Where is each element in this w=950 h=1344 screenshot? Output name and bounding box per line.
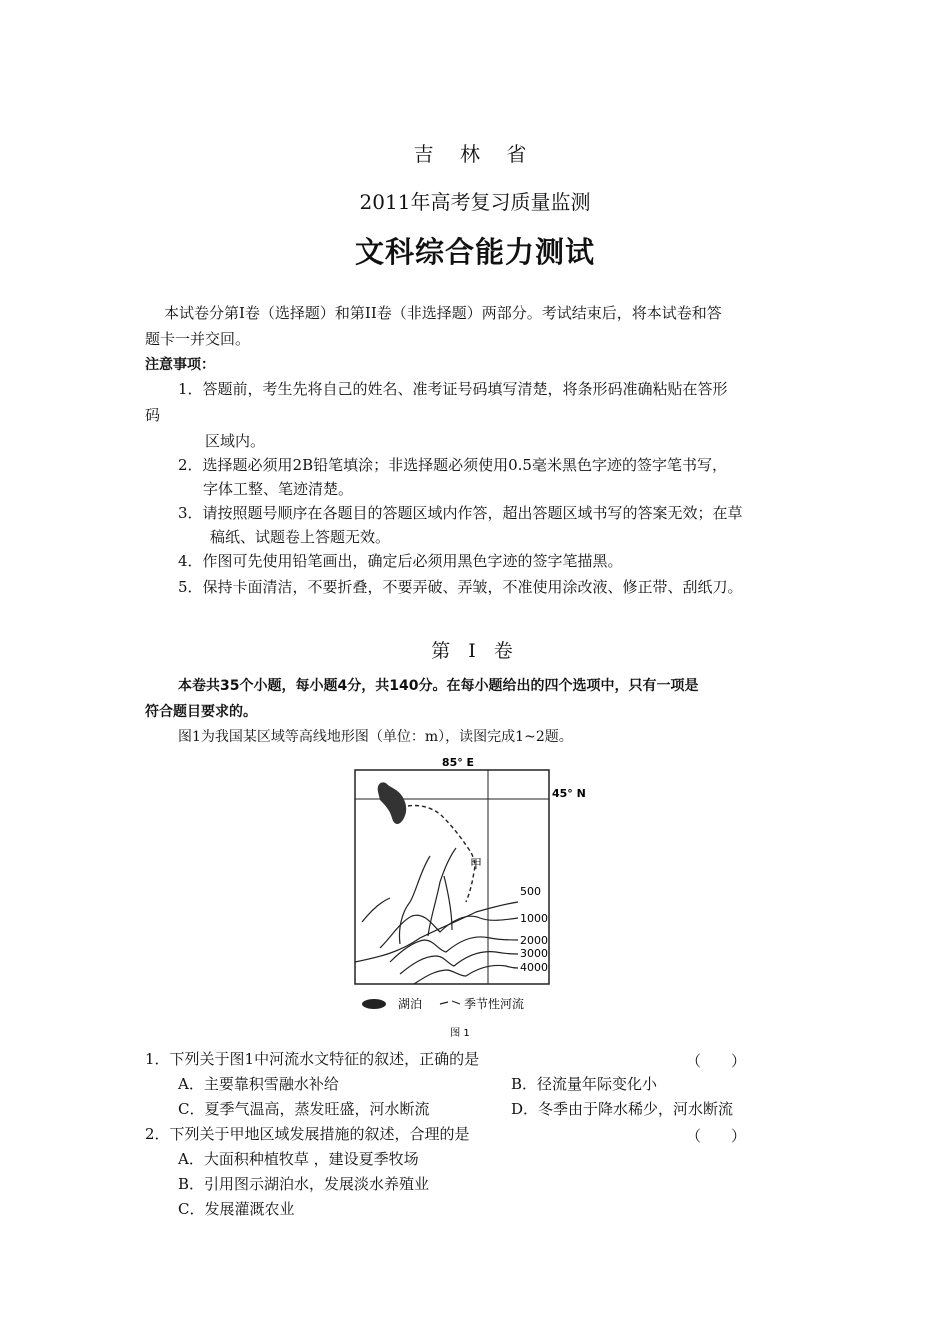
province-title: 吉 林 省: [413, 142, 537, 166]
legend-lake-label: 湖泊: [398, 997, 423, 1011]
river-branch: [362, 898, 390, 922]
notice-item-1: 1．答题前，考生先将自己的姓名、准考证号码填写清楚，将条形码准确粘贴在答形: [178, 380, 728, 398]
contour-line-2000: [390, 937, 518, 962]
section-instruction-2: 符合题目要求的。: [145, 704, 257, 720]
latitude-label: 45° N: [552, 787, 586, 800]
river-legend-icon: [440, 1001, 460, 1004]
notice-heading: 注意事项：: [145, 357, 215, 373]
notice-item-3-cont: 稿纸、试题卷上答题无效。: [210, 528, 391, 546]
contour-line-4000: [414, 965, 518, 984]
seasonal-river-path: [408, 805, 475, 902]
lake-legend-icon: [362, 999, 386, 1009]
question-2-answer-paren: （ ）: [686, 1127, 747, 1145]
section-title: 第 I 卷: [431, 640, 519, 662]
contour-map-figure: [340, 752, 586, 1048]
contour-label-2000: 2000: [520, 934, 548, 947]
intro-line-1: 本试卷分第I卷（选择题）和第II卷（非选择题）两部分。考试结束后，将本试卷和答: [164, 304, 722, 322]
notice-item-3: 3．请按照题号顺序在各题目的答题区域内作答，超出答题区域书写的答案无效；在草: [178, 504, 743, 522]
question-1-option-d: D．冬季由于降水稀少，河水断流: [511, 1100, 734, 1118]
notice-item-4: 4．作图可先使用铅笔画出，确定后必须用黑色字迹的签字笔描黑。: [178, 552, 623, 570]
river-branch: [444, 876, 452, 930]
question-2-option-c: C．发展灌溉农业: [178, 1200, 295, 1218]
question-1-option-c: C．夏季气温高，蒸发旺盛，河水断流: [178, 1100, 430, 1118]
subject-title: 文科综合能力测试: [354, 235, 595, 269]
question-2-option-b: B．引用图示湖泊水，发展淡水养殖业: [178, 1175, 430, 1193]
notice-item-1-wrap: 码: [145, 406, 161, 424]
question-2-stem: 2．下列关于甲地区域发展措施的叙述，合理的是: [145, 1125, 470, 1143]
notice-item-5: 5．保持卡面清洁，不要折叠，不要弄破、弄皱，不准使用涂改液、修正带、刮纸刀。: [178, 578, 743, 596]
contour-line-1000: [380, 915, 518, 948]
contour-line-3000: [400, 952, 518, 974]
figure-intro: 图1为我国某区域等高线地形图（单位：m），读图完成1~2题。: [178, 729, 573, 745]
contour-label-1000: 1000: [520, 912, 548, 925]
question-1-option-a: A．主要靠积雪融水补给: [178, 1075, 339, 1093]
notice-item-1-cont: 区域内。: [205, 432, 266, 450]
point-jia-label: 甲: [470, 857, 483, 871]
contour-label-500: 500: [520, 885, 541, 898]
legend-river-label: 季节性河流: [464, 997, 525, 1011]
longitude-label: 85° E: [441, 756, 475, 769]
contour-label-4000: 4000: [520, 961, 548, 974]
contour-label-3000: 3000: [520, 947, 548, 960]
intro-line-2: 题卡一并交回。: [145, 330, 251, 348]
section-instruction-1: 本卷共35个小题，每小题4分，共140分。在每小题给出的四个选项中，只有一项是: [178, 678, 699, 694]
notice-item-2: 2．选择题必须用2B铅笔填涂；非选择题必须使用0.5毫米黑色字迹的签字笔书写，: [178, 456, 727, 474]
contour-line-500: [355, 902, 518, 962]
question-1-option-b: B．径流量年际变化小: [511, 1075, 658, 1093]
question-2-option-a: A．大面积种植牧草 ，建设夏季牧场: [178, 1150, 419, 1168]
river-branch: [399, 856, 430, 944]
question-1-answer-paren: （ ）: [686, 1052, 747, 1070]
lake-shape: [378, 782, 406, 824]
notice-item-2-cont: 字体工整、笔迹清楚。: [203, 480, 354, 498]
exam-title: 2011年高考复习质量监测: [359, 190, 591, 214]
figure-caption: 图 1: [450, 1028, 470, 1039]
question-1-stem: 1．下列关于图1中河流水文特征的叙述，正确的是: [145, 1050, 480, 1068]
